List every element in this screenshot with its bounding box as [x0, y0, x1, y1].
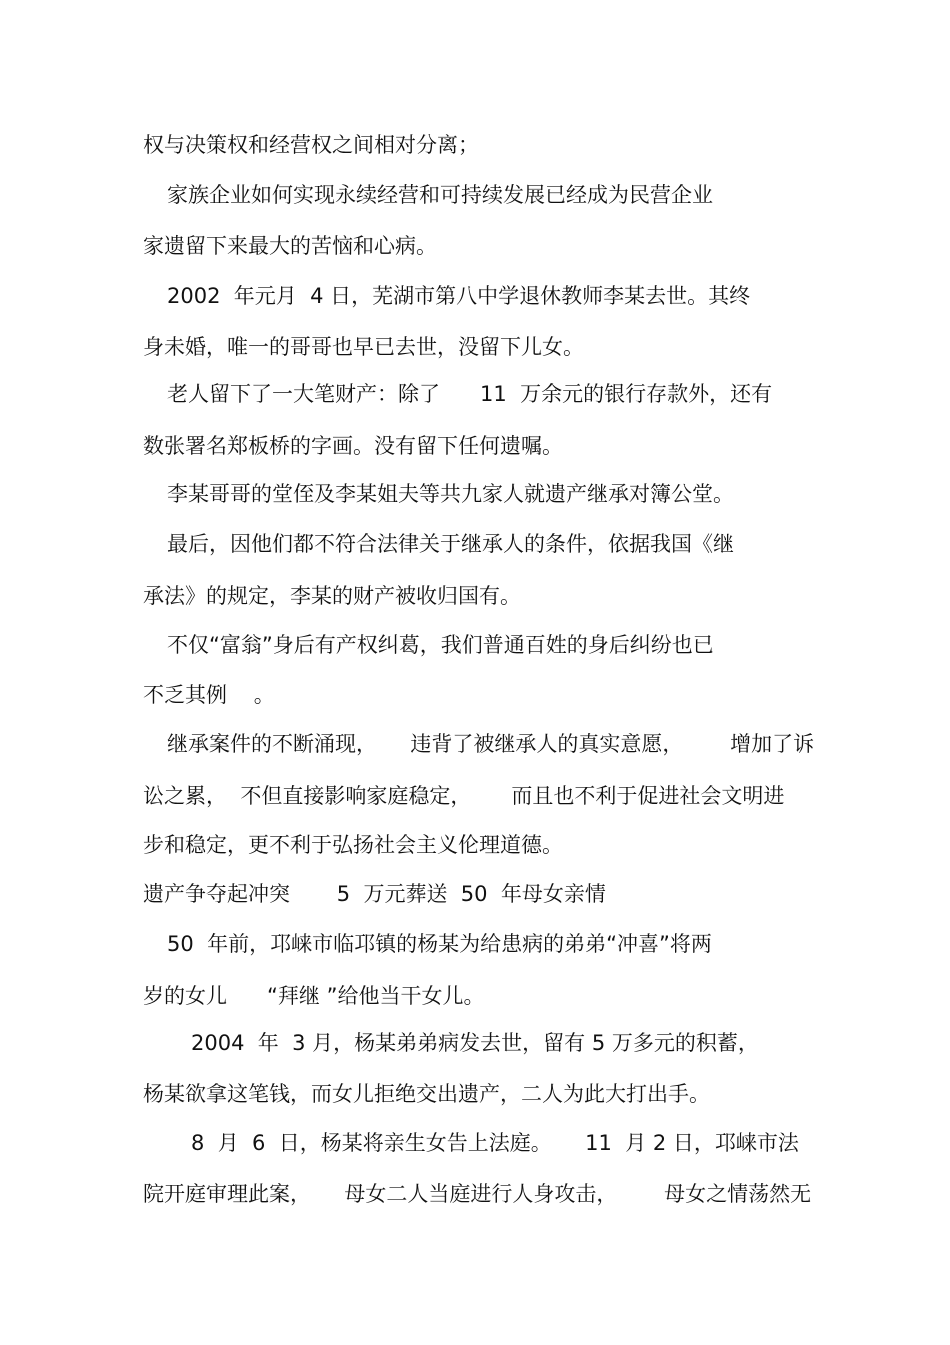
text-line: 50 年前，邛崃市临邛镇的杨某为给患病的弟弟“冲喜”将两: [167, 932, 712, 956]
text-line: 院开庭审理此案， 母女二人当庭进行人身攻击， 母女之情荡然无: [143, 1182, 812, 1206]
text-line: 继承案件的不断涌现， 违背了被继承人的真实意愿， 增加了诉: [167, 732, 815, 756]
text-line: 2002 年元月 4 日，芜湖市第八中学退休教师李某去世。其终: [167, 284, 751, 308]
text-line: 岁的女儿 “拜继 ”给他当干女儿。: [143, 984, 485, 1008]
text-line: 承法》的规定，李某的财产被收归国有。: [143, 584, 521, 608]
text-line: 权与决策权和经营权之间相对分离；: [143, 133, 479, 157]
text-line: 步和稳定，更不利于弘扬社会主义伦理道德。: [143, 833, 563, 857]
text-line: 2004 年 3 月，杨某弟弟病发去世，留有 5 万多元的积蓄，: [191, 1031, 759, 1055]
section-heading: 遗产争夺起冲突 5 万元葬送 50 年母女亲情: [143, 882, 606, 906]
text-line: 不乏其例 。: [143, 683, 275, 707]
text-line: 8 月 6 日，杨某将亲生女告上法庭。 11 月 2 日，邛崃市法: [191, 1131, 799, 1155]
text-line: 身未婚，唯一的哥哥也早已去世，没留下儿女。: [143, 335, 584, 359]
text-line: 讼之累， 不但直接影响家庭稳定， 而且也不利于促进社会文明进: [143, 784, 785, 808]
text-line: 杨某欲拿这笔钱，而女儿拒绝交出遗产，二人为此大打出手。: [143, 1082, 710, 1106]
text-line: 最后，因他们都不符合法律关于继承人的条件，依据我国《继: [167, 532, 734, 556]
text-line: 李某哥哥的堂侄及李某姐夫等共九家人就遗产继承对簿公堂。: [167, 482, 734, 506]
text-line: 家遗留下来最大的苦恼和心病。: [143, 234, 437, 258]
text-line: 老人留下了一大笔财产：除了 11 万余元的银行存款外，还有: [167, 382, 773, 406]
text-line: 家族企业如何实现永续经营和可持续发展已经成为民营企业: [167, 183, 713, 207]
text-line: 不仅“富翁”身后有产权纠葛，我们普通百姓的身后纠纷也已: [167, 633, 714, 657]
text-line: 数张署名郑板桥的字画。没有留下任何遗嘱。: [143, 434, 563, 458]
